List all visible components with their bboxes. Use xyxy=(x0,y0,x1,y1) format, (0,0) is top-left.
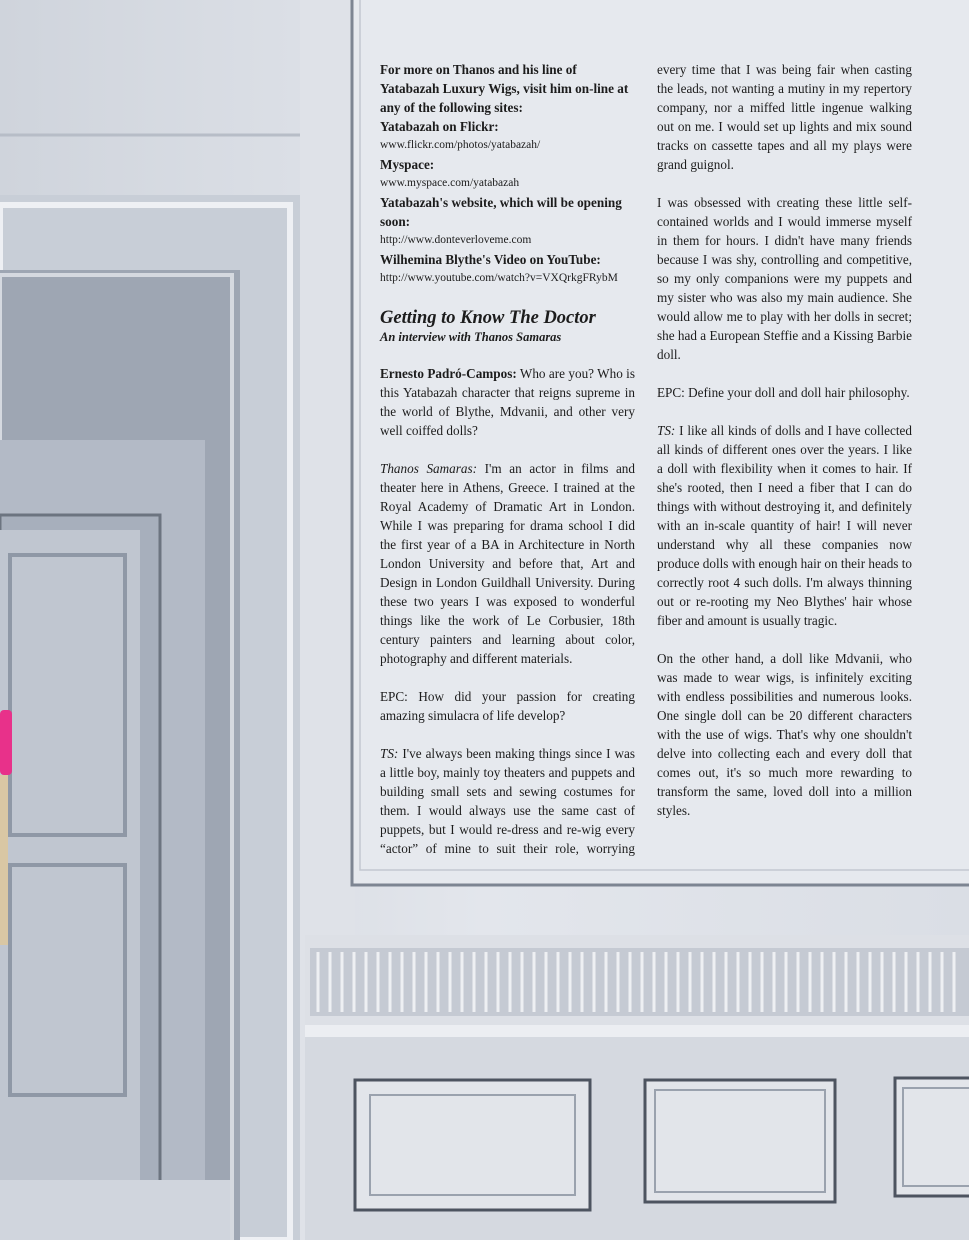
paragraph xyxy=(657,421,912,630)
article-subtitle: An interview with Thanos Samaras xyxy=(380,330,562,344)
speaker: Thanos Samaras: xyxy=(380,461,478,476)
speaker: Ernesto Padró-Campos: xyxy=(380,366,517,381)
paragraph-text: How did your passion for creating amazing simulacra of life develop? xyxy=(380,689,635,723)
paragraph xyxy=(657,193,912,364)
sidebar-intro: For more on Thanos and his line of Yatabazah Luxury Wigs, visit him on-line at any of the following sites: xyxy=(380,62,629,115)
link-label: Myspace: xyxy=(380,157,435,172)
paragraph xyxy=(657,383,912,402)
paragraph xyxy=(380,364,635,440)
paragraph-text: I was obsessed with creating these little self-contained worlds and I would immerse myself in them for hours. I didn't have many friends because I was shy, controlling and competitive, so my only companions were my puppets and my sister who was also my main audience. She would allow me to play with her dolls in secret; she had a European Steffie and a Kissing Barbie doll. xyxy=(657,195,912,362)
paragraph xyxy=(657,649,912,820)
sidebar-links xyxy=(380,60,635,288)
link-label: Wilhemina Blythe's Video on YouTube: xyxy=(380,252,601,267)
paragraph xyxy=(380,459,635,668)
paragraph-text: I like all kinds of dolls and I have collected all kinds of different ones over the years. I like a doll with flexibility when it comes to hair. If she's rooted, then I need a fiber that I can do things with without destroying it, and definitely with an in-scale quantity of hair! I will never understand why all these companies now produce dolls with enough hair on their heads to correctly root 4 such dolls. I'm always thinning out or re-rooting my Neo Blythes' hair whose fiber and amount is usually tragic. xyxy=(657,423,912,628)
paragraph-text: I'm an actor in films and theater here in Athens, Greece. I trained at the Royal Academy of Dramatic Art in London. While I was preparing for drama school I did the first year of a BA in Architecture in North London University and before that, Art and Design in London Guildhall University. During these two years I was exposed to wonderful things like the work of Le Corbusier, 18th century painters and learning about color, photography and different materials. xyxy=(380,461,635,666)
speaker: TS: xyxy=(657,423,676,438)
article-title: Getting to Know The Doctor xyxy=(380,308,596,328)
link-label: Yatabazah on Flickr: xyxy=(380,119,499,134)
paragraph-text: I've always been making things since I was a little boy, mainly toy theaters and puppets and building small sets and sewing costumes for them. I would always use the same cast of puppets, but I would re-dress and re-wig every “actor” of mine to suit their role, worrying every time that I was being fair when casting the leads, not wanting a mutiny in my repertory company, nor a miffed little ingenue walking out on me. I would set up lights and mix sound tracks on cassette tapes and all my plays were grand guignol. xyxy=(380,62,912,856)
paragraph-text: Define your doll and doll hair philosophy. xyxy=(684,385,910,400)
speaker: TS: xyxy=(380,746,399,761)
article-text xyxy=(380,60,912,870)
paragraph-text: On the other hand, a doll like Mdvanii, who was made to wear wigs, is infinitely exciting with endless possibilities and numerous looks. One single doll can be 20 different characters with the use of wigs. That's why one shouldn't delve into collecting each and every doll that comes out, it's so much more rewarding to transform the same, loved doll into a million styles. xyxy=(657,651,912,818)
speaker: EPC: xyxy=(657,385,685,400)
link-url[interactable]: www.flickr.com/photos/yatabazah/ xyxy=(380,139,541,151)
link-label: Yatabazah's website, which will be opening soon: xyxy=(380,195,622,229)
link-url[interactable]: www.myspace.com/yatabazah xyxy=(380,177,520,189)
link-url[interactable]: http://www.youtube.com/watch?v=VXQrkgFRybM xyxy=(380,272,618,284)
paragraph-text: Who are you? Who is this Yatabazah character that reigns supreme in the world of Blythe, Mdvanii, and other very well coiffed dolls? xyxy=(380,366,635,438)
link-url[interactable]: http://www.donteverloveme.com xyxy=(380,234,532,246)
speaker: EPC: xyxy=(380,689,408,704)
paragraph xyxy=(380,687,635,725)
